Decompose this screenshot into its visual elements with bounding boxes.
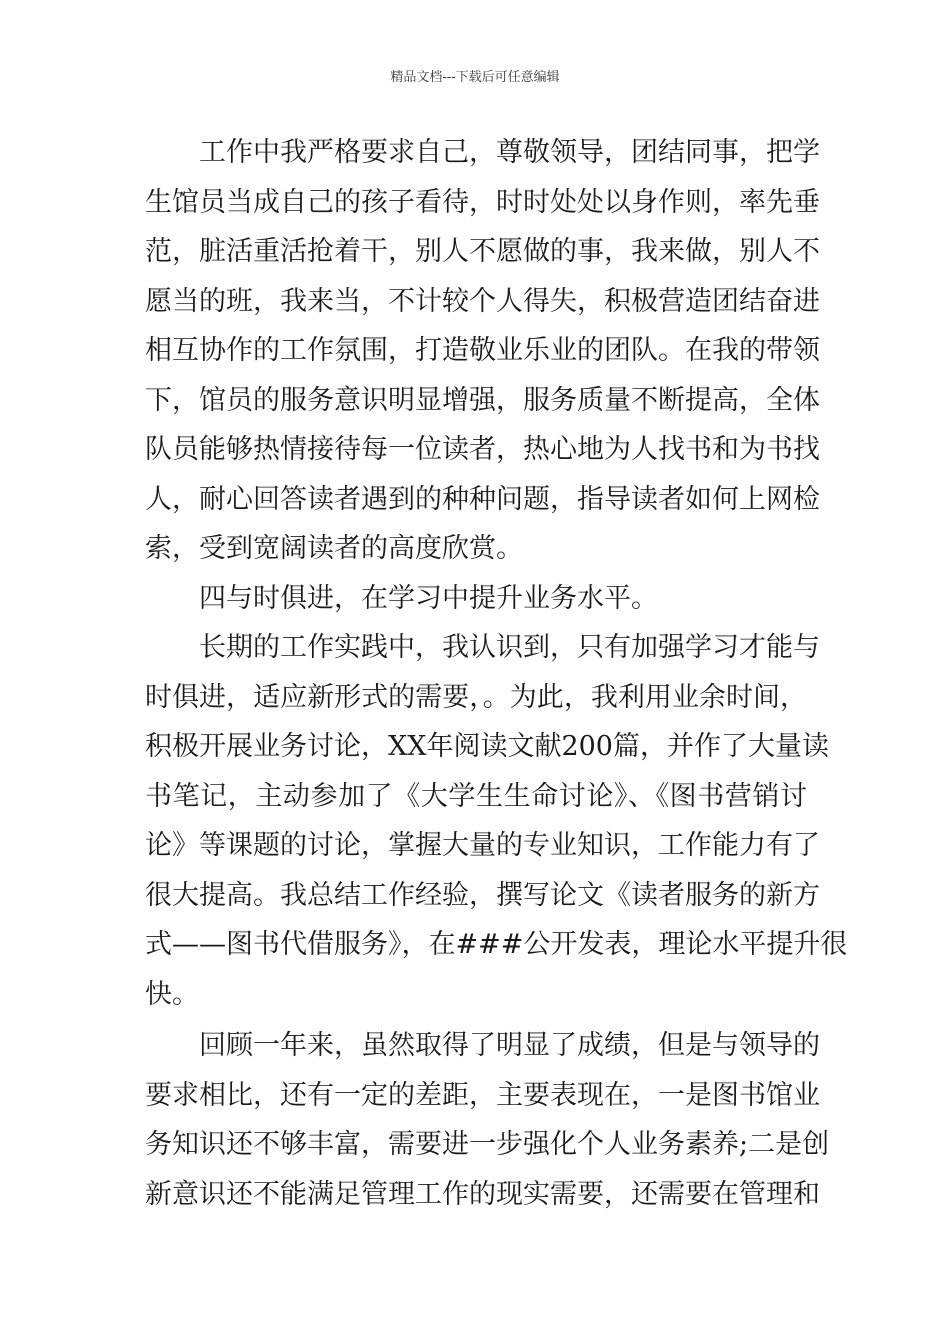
paragraph-learning <box>145 623 848 1019</box>
text-line: 论》等课题的讨论，掌握大量的专业知识，工作能力有了 <box>145 830 820 861</box>
text-line: 愿当的班，我来当，不计较个人得失，积极营造团结奋进 <box>145 285 820 317</box>
text-line: 新意识还不能满足管理工作的现实需要，还需要在管理和 <box>145 1178 820 1210</box>
text-line: 人，耐心回答读者遇到的种种问题，指导读者如何上网检 <box>145 483 820 515</box>
text-line: 范，脏活重活抢着干，别人不愿做的事，我来做，别人不 <box>145 236 820 267</box>
text-line: 书笔记，主动参加了《大学生生命讨论》、《图书营销讨 <box>145 780 807 812</box>
heading-line: 四与时俱进，在学习中提升业务水平。 <box>199 582 658 614</box>
text-line: 要求相比，还有一定的差距，主要表现在，一是图书馆业 <box>145 1079 820 1111</box>
text-line: 工作中我严格要求自己，尊敬领导，团结同事，把学 <box>199 137 820 168</box>
text-line: 务知识还不够丰富，需要进一步强化个人业务素养;二是创 <box>145 1129 830 1160</box>
section-heading-four <box>145 574 807 624</box>
text-line: 生馆员当成自己的孩子看待，时时处处以身作则，率先垂 <box>145 186 820 218</box>
paragraph-work-attitude <box>145 128 820 574</box>
text-line: 队员能够热情接待每一位读者，热心地为人找书和为书找 <box>145 434 820 465</box>
text-line: 式——图书代借服务》，在###公开发表，理论水平提升很 <box>145 929 848 960</box>
text-line: 时俱进，适应新形式的需要，。为此，我利用业余时间， <box>145 681 807 713</box>
text-line: 相互协作的工作氛围，打造敬业乐业的团队。在我的带领 <box>145 335 820 366</box>
document-body <box>145 128 848 1219</box>
text-line: 很大提高。我总结工作经验，撰写论文《读者服务的新方 <box>145 879 820 911</box>
text-line: 快。 <box>145 978 199 1010</box>
text-line: 回顾一年来，虽然取得了明显了成绩，但是与领导的 <box>199 1030 820 1061</box>
text-line: 索，受到宽阔读者的高度欣赏。 <box>145 533 523 564</box>
text-line: 下，馆员的服务意识明显增强，服务质量不断提高，全体 <box>145 384 820 416</box>
text-line: 积极开展业务讨论，XX年阅读文献200篇，并作了大量读 <box>145 731 829 762</box>
paragraph-review <box>145 1021 830 1219</box>
page-header: 精品文档---下载后可任意编辑 <box>390 70 560 85</box>
text-line: 长期的工作实践中，我认识到，只有加强学习才能与 <box>199 632 820 663</box>
